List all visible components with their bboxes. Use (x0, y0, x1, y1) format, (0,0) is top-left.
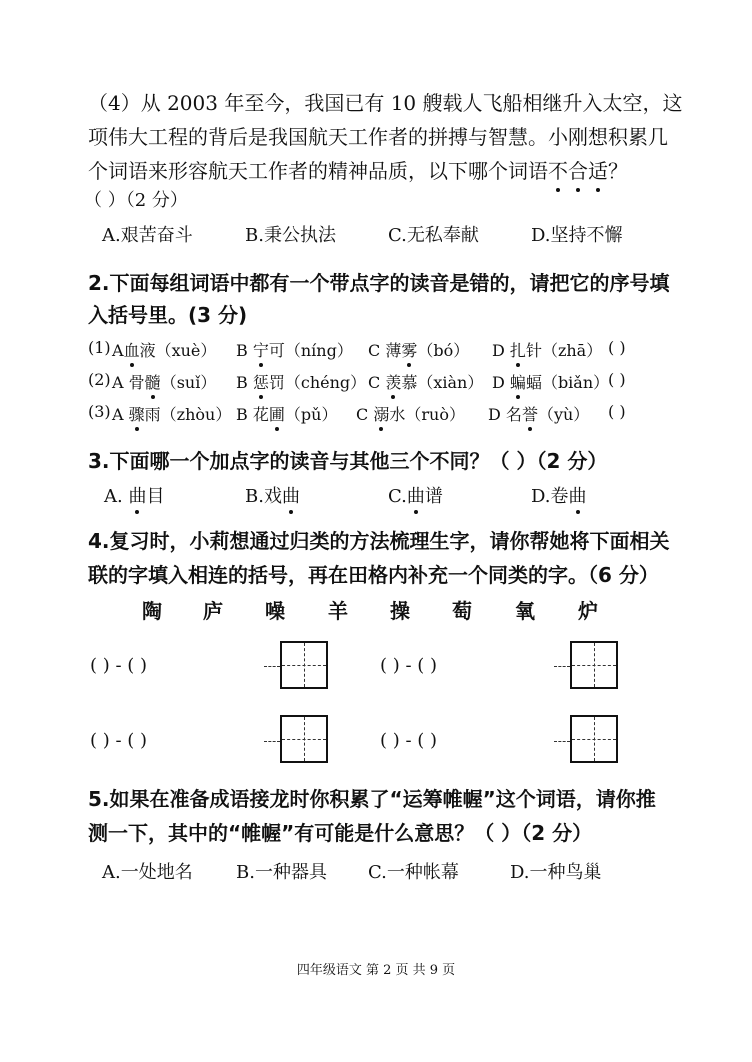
option-label: D. (531, 486, 551, 507)
option-letter: C (368, 341, 381, 360)
q5-option-b[interactable]: B.一种器具 (236, 862, 327, 883)
q2-row-3-option-b[interactable] (236, 402, 337, 425)
q2-line-1: 2.下面每组词语中都有一个带点字的读音是错的，请把它的序号填 (88, 271, 670, 295)
q4-char: 噪 (265, 599, 285, 623)
q4-char: 羊 (328, 599, 348, 623)
option-rest: （suǐ） (160, 373, 217, 392)
option-pre: 花 (252, 405, 269, 424)
dotted-char: 羡 (385, 370, 401, 393)
page-footer: 四年级语文 第 2 页 共 9 页 (296, 963, 456, 978)
q4-tian-grid-2[interactable] (570, 641, 618, 689)
q1-4-line-2: 项伟大工程的背后是我国航天工作者的拼搏与智慧。小刚想积累几 (88, 125, 668, 149)
q2-row-1-option-b[interactable] (236, 338, 353, 361)
q5-option-c[interactable]: C.一种帐幕 (368, 862, 459, 883)
q2-row-3-num: (3) (88, 402, 111, 421)
q2-row-1-option-a[interactable] (112, 338, 216, 361)
option-letter: D (492, 341, 505, 360)
option-label: A. (104, 486, 123, 507)
option-pre: 名 (505, 405, 522, 424)
q1-4-line-1: （4）从 2003 年至今，我国已有 10 艘载人飞船相继升入太空，这 (88, 91, 683, 115)
option-rest: 蝠（biǎn） (525, 373, 610, 392)
dotted-char: 扎 (510, 338, 526, 361)
q5-option-d[interactable]: D.一种鸟巢 (510, 862, 602, 883)
q3-option-a[interactable] (104, 482, 164, 508)
option-pre: 卷 (550, 486, 569, 507)
q2-row-3-option-d[interactable] (488, 402, 589, 425)
q4-char: 萄 (452, 599, 472, 623)
q1-4-answer-blank[interactable]: （ ）（2 分） (84, 190, 188, 211)
q4-char: 操 (390, 599, 410, 623)
q1-4-line-3 (88, 156, 628, 186)
q4-link-blanks-2[interactable]: ( ) - ( ) (380, 655, 438, 676)
option-rest: （pǔ） (284, 405, 338, 424)
q4-line-1: 4.复习时，小莉想通过归类的方法梳理生字，请你帮她将下面相关 (88, 529, 670, 553)
option-rest: 可（níng） (268, 341, 353, 360)
dotted-char: 曲 (407, 482, 425, 508)
q5-option-a[interactable]: A.一处地名 (102, 862, 193, 883)
q4-tian-grid-1[interactable] (280, 641, 328, 689)
q4-connector (554, 741, 570, 742)
option-letter: C (356, 405, 369, 424)
option-rest: 谱 (424, 486, 443, 507)
dotted-char: 血 (124, 338, 140, 361)
dotted-char: 雾 (401, 338, 417, 361)
option-rest: 罚（chéng） (268, 373, 367, 392)
option-rest: 水（ruò） (389, 405, 465, 424)
dotted-char: 曲 (282, 482, 300, 508)
q4-connector (264, 741, 280, 742)
q4-char: 庐 (203, 599, 223, 623)
q5-line-2: 测一下，其中的“帷幄”有可能是什么意思？（ ）（2 分） (88, 821, 593, 845)
option-letter: D (492, 373, 505, 392)
q1-4-dotted-char-2: 合 (568, 156, 588, 186)
q4-connector (554, 666, 570, 667)
option-rest: 目 (146, 486, 165, 507)
q4-char: 炉 (578, 599, 598, 623)
q1-4-dotted-char-3: 适 (588, 156, 608, 186)
option-letter: B (236, 341, 248, 360)
q4-link-blanks-3[interactable]: ( ) - ( ) (90, 730, 148, 751)
option-letter: D (488, 405, 501, 424)
option-label: B. (245, 486, 264, 507)
q2-row-1-option-d[interactable] (492, 338, 602, 361)
q2-row-1-answer[interactable]: ( ) (608, 338, 626, 357)
option-pre: 骨 (128, 373, 145, 392)
q2-row-2-option-b[interactable] (236, 370, 366, 393)
option-letter: B (236, 373, 248, 392)
q2-row-2-num: (2) (88, 370, 111, 389)
option-letter: C (368, 373, 381, 392)
dotted-char: 蝙 (510, 370, 526, 393)
option-rest: 慕（xiàn） (401, 373, 484, 392)
q1-4-dotted-words (548, 159, 608, 183)
q4-connector (264, 666, 280, 667)
q1-4-line-3-end: ？ (608, 159, 628, 183)
q1-4-dotted-char-1: 不 (548, 156, 568, 186)
q1-4-line-3-text: 个词语来形容航天工作者的精神品质，以下哪个词语 (88, 159, 548, 183)
dotted-char: 溺 (373, 402, 389, 425)
option-rest: 针（zhā） (525, 341, 603, 360)
q2-line-2: 入括号里。(3 分) (88, 303, 248, 327)
option-rest: 液（xuè） (139, 341, 217, 360)
q2-row-2-option-d[interactable] (492, 370, 609, 393)
q4-tian-grid-4[interactable] (570, 715, 618, 763)
q3-option-d[interactable] (531, 482, 587, 508)
q2-row-1-num: (1) (88, 338, 111, 357)
option-letter: B (236, 405, 248, 424)
q4-link-blanks-1[interactable]: ( ) - ( ) (90, 655, 148, 676)
q3-line: 3.下面哪一个加点字的读音与其他三个不同？（ ）（2 分） (88, 449, 608, 473)
option-letter: A (112, 373, 124, 392)
q2-row-2-answer[interactable]: ( ) (608, 370, 626, 389)
dotted-char: 曲 (569, 482, 587, 508)
dotted-char: 曲 (128, 482, 146, 508)
q1-4-option-b[interactable]: B.秉公执法 (245, 225, 336, 246)
q4-char: 氧 (515, 599, 535, 623)
option-rest: 雨（zhòu） (144, 405, 232, 424)
q2-row-1-option-c[interactable] (368, 338, 469, 361)
q4-char: 陶 (142, 599, 162, 623)
q4-line-2: 联的字填入相连的括号，再在田格内补充一个同类的字。（6 分） (88, 563, 659, 587)
q2-row-3-answer[interactable]: ( ) (608, 402, 626, 421)
dotted-char: 圃 (269, 402, 285, 425)
dotted-char: 宁 (253, 338, 269, 361)
option-rest: （yù） (537, 405, 590, 424)
q1-4-option-c[interactable]: C.无私奉献 (388, 225, 479, 246)
dotted-char: 髓 (145, 370, 161, 393)
q1-4-option-a[interactable]: A.艰苦奋斗 (102, 225, 193, 246)
q2-row-2-option-a[interactable] (112, 370, 216, 393)
dotted-char: 惩 (253, 370, 269, 393)
option-rest: （bó） (417, 341, 470, 360)
q1-4-option-d[interactable]: D.坚持不懈 (531, 225, 623, 246)
q3-option-c[interactable] (388, 482, 443, 508)
option-letter: A (112, 341, 124, 360)
q5-line-1: 5.如果在准备成语接龙时你积累了“运筹帷幄”这个词语，请你推 (88, 787, 656, 811)
option-label: C. (388, 486, 407, 507)
option-letter: A (112, 405, 124, 424)
q4-tian-grid-3[interactable] (280, 715, 328, 763)
dotted-char: 誉 (522, 402, 538, 425)
dotted-char: 骤 (129, 402, 145, 425)
option-pre: 戏 (263, 486, 282, 507)
q2-row-3-option-c[interactable] (356, 402, 465, 425)
option-pre: 薄 (385, 341, 402, 360)
q2-row-3-option-a[interactable] (112, 402, 231, 425)
q3-option-b[interactable] (245, 482, 300, 508)
q4-link-blanks-4[interactable]: ( ) - ( ) (380, 730, 438, 751)
q2-row-2-option-c[interactable] (368, 370, 483, 393)
